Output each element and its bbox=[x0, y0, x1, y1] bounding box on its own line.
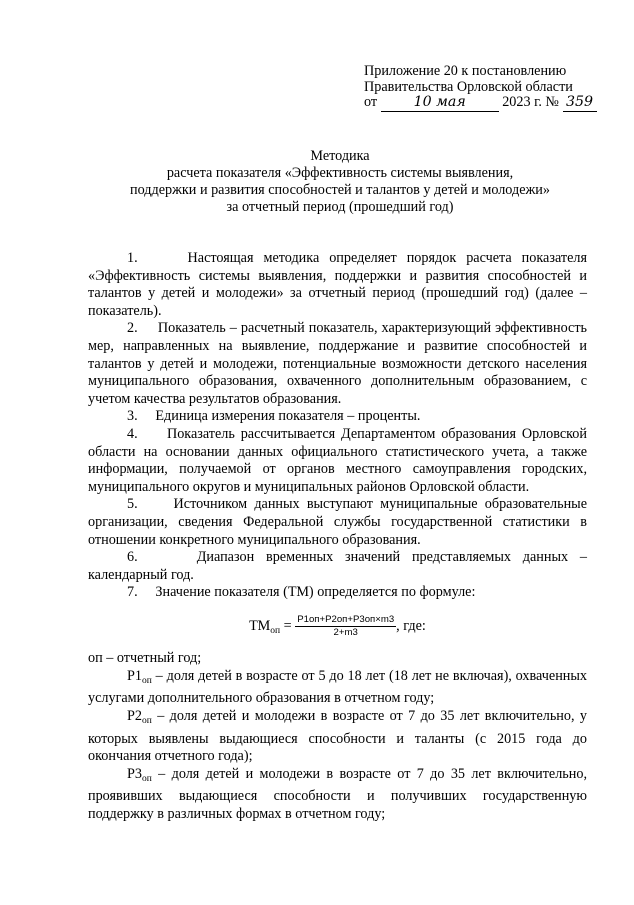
definition-op: оп – отчетный год; bbox=[88, 650, 202, 667]
header-line-3 bbox=[364, 95, 604, 112]
formula bbox=[88, 614, 587, 640]
p2-text: – доля детей и молодежи в возрасте от 7 до 35 лет включительно, у которых выявлены выдающиеся способности и таланты (с 2015 года до окончания отчетного года); bbox=[88, 708, 587, 765]
formula-fraction bbox=[295, 614, 396, 639]
p3-subscript: оп bbox=[141, 773, 152, 784]
p3-text: – доля детей и молодежи в возрасте от 7 до 35 лет включительно, проявивших выдающиеся способности и получивших государственную поддержку в различных формах в отчетном году; bbox=[88, 765, 587, 822]
formula-lhs-sub: оп bbox=[270, 625, 281, 636]
document-body bbox=[88, 250, 587, 824]
definition-p1 bbox=[88, 668, 587, 708]
title-line-4: за отчетный период (прошедший год) bbox=[226, 199, 454, 215]
paragraph-2: 2. Показатель – расчетный показатель, характеризующий эффективность мер, направленных на выявление, поддержание и развитие способностей и талантов у детей и молодежи, потенциальные возможности детского населения муниципального образования, охваченного дополнительным образованием, с учетом качества результатов образования. bbox=[88, 320, 587, 407]
formula-numerator: P1оп+P2оп+P3оп×m3 bbox=[297, 613, 395, 625]
handwritten-number: 359 bbox=[563, 95, 597, 112]
paragraph-4: 4. Показатель рассчитывается Департаментом образования Орловской области на основании данных официального статистического учета, а также информации, получаемой от органов местного самоуправления городских, муниципального округов и муниципальных районов Орловской области. bbox=[88, 425, 587, 495]
formula-lhs: ТМ bbox=[249, 617, 271, 634]
year-number-label: 2023 г. № bbox=[502, 94, 559, 110]
document-title bbox=[60, 148, 620, 216]
p1-text: – доля детей в возрасте от 5 до 18 лет (18 лет не включая), охваченных услугами дополнительного образования в отчетном году; bbox=[88, 667, 587, 707]
header-line-1: Приложение 20 к постановлению bbox=[364, 63, 567, 79]
title-line-2: расчета показателя «Эффективность системы выявления, bbox=[166, 165, 514, 181]
paragraph-5: 5. Источником данных выступают муниципальные образовательные организации, сведения Федеральной службы государственной статистики в отношении конкретного муниципального образования. bbox=[88, 496, 587, 548]
definition-p3 bbox=[88, 766, 587, 824]
p2-subscript: оп bbox=[141, 716, 152, 727]
p1-symbol: Р1 bbox=[127, 667, 142, 684]
paragraph-3: 3. Единица измерения показателя – проценты. bbox=[127, 408, 421, 425]
title-line-3: поддержки и развития способностей и талантов у детей и молодежи» bbox=[130, 182, 550, 198]
title-line-1: Методика bbox=[310, 148, 370, 164]
paragraph-1: 1. Настоящая методика определяет порядок расчета показателя «Эффективность системы выявления, поддержки и развития способностей и талантов у детей и молодежи» за отчетный период (прошедший год) (далее – показатель). bbox=[88, 250, 587, 319]
p1-subscript: оп bbox=[141, 675, 152, 686]
p2-symbol: Р2 bbox=[127, 708, 142, 725]
formula-denominator: 2+m3 bbox=[333, 626, 358, 638]
definition-p2 bbox=[88, 708, 587, 766]
paragraph-7: 7. Значение показателя (ТМ) определяется по формуле: bbox=[127, 584, 476, 601]
paragraph-6: 6. Диапазон временных значений представляемых данных – календарный год. bbox=[88, 549, 587, 583]
formula-equals: = bbox=[283, 617, 292, 634]
p3-symbol: Р3 bbox=[127, 765, 142, 782]
handwritten-date: 10 мая bbox=[381, 95, 499, 112]
appendix-header bbox=[364, 64, 604, 112]
header-line-2: Правительства Орловской области bbox=[364, 78, 573, 95]
from-label: от bbox=[364, 94, 378, 110]
formula-tail: , где: bbox=[396, 617, 426, 634]
